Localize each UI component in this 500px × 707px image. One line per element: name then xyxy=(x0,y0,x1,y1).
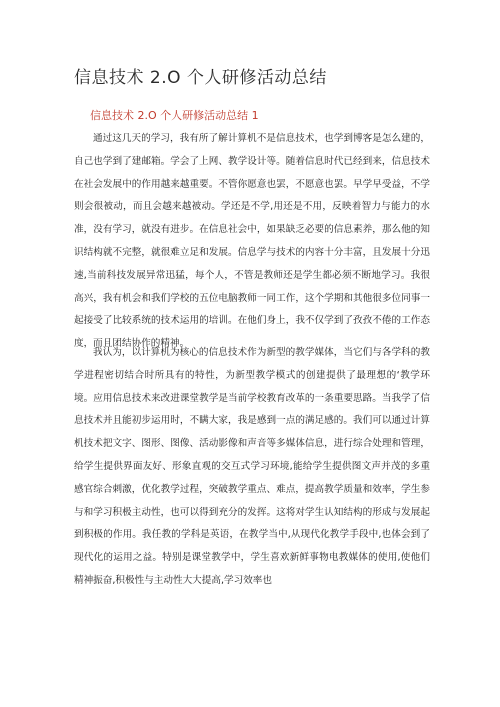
document-title: 信息技术 2.O 个人研修活动总结 xyxy=(74,68,327,88)
paragraph-1: 通过这几天的学习，我有所了解计算机不是信息技术，也学到博客是怎么建的，自己也学到了建邮箱。学会了上网、教学设计等。随着信息时代已经到来，信息技术在社会发展中的作用越来越重要。不管你愿意也罢，不愿意也罢。早学早受益，不学则会很被动，而且会越来越被动。学还是不学,用还是不用，反映着智力与能力的水准，没有学习，就没有进步。在信息社会中，如果缺乏必要的信息素养，那么他的知识结构就不完整，就很难立足和发展。信息学与技术的内容十分丰富，且发展十分迅速,当前科技发展异常迅猛，每个人，不管是教师还是学生都必须不断地学习。我很高兴，我有机会和我们学校的五位电脑教师一同工作，这个学期和其他很多位同事一起接受了比较系统的技术运用的培训。在他们身上，我不仅学到了孜孜不倦的工作态度，而且团结协作的精神。 xyxy=(74,133,430,350)
paragraph-2: 我认为，以计算机为核心的信息技术作为新型的教学媒体，当它们与各学科的教学进程密切结合时所具有的特性，为新型教学模式的创建提供了最理想的‘教学环境。应用信息技术来改进课堂教学是当前学校教育改革的一条重要思路。当我学了信息技术并且能初步运用时，不瞒大家，我是感到一点的满足感的。我们可以通过计算机技术把文字、图形、图像、活动影像和声音等多媒体信息，进行综合处理和管理，给学生提供界面友好、形象直观的交互式学习环境,能给学生提供图文声并茂的多重感官综合刺激，优化教学过程，突破教学重点、难点，提高教学质量和效率，学生参与和学习积极主动性，也可以得到充分的发挥。这将对学生认知结构的形成与发展起到积极的作用。我任教的学科是英语，在教学当中,从现代化教学手段中,也体会到了现代化的运用之益。特别是课堂教学中，学生喜欢新鲜事物电教媒体的使用,使他们精神振奋,积极性与主动性大大提高,学习效率也 xyxy=(74,347,430,586)
section-title: 信息技术 2.O 个人研修活动总结 1 xyxy=(90,109,259,122)
